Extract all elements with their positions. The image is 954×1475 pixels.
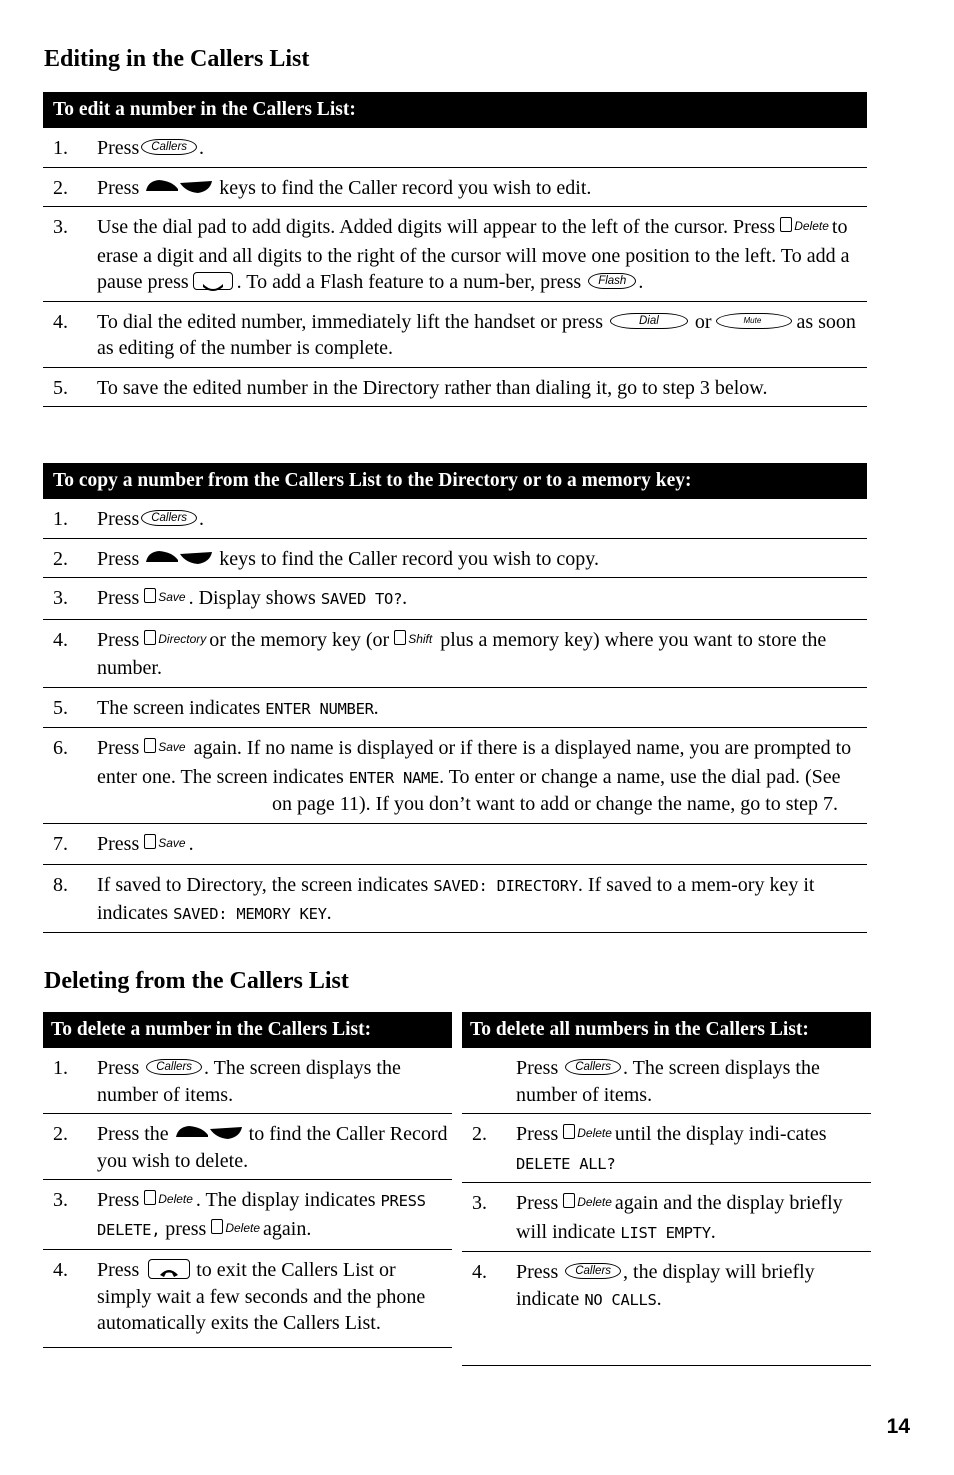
- delete-key-icon: Delete: [211, 1221, 260, 1235]
- table-row: 3. Use the dial pad to add digits. Added digits will appear to the left of the cursor. Press Delete to erase a digit and all digits to the right of the cursor will move one position to the left. To add a pause press . To add a Flash feature to a num-ber, press Flash .: [43, 207, 867, 302]
- table-row: Press Callers . The screen displays the number of items.: [462, 1048, 871, 1114]
- table-row: 2. Press keys to find the Caller record you wish to edit.: [43, 167, 867, 207]
- delete-key-icon: Delete: [144, 1192, 193, 1206]
- callers-key-icon: Callers: [141, 139, 197, 155]
- table-row: 2. Press keys to find the Caller record you wish to copy.: [43, 538, 867, 578]
- table-row: 7. Press Save .: [43, 823, 867, 865]
- table-row: 4. Press to exit the Callers List or simply wait a few seconds and the phone automatically exits the Callers List.: [43, 1250, 452, 1348]
- table-row: 3. Press Delete . The display indicates PRESS DELETE, press Delete again.: [43, 1180, 452, 1250]
- table-header: To delete all numbers in the Callers List:: [462, 1012, 871, 1048]
- callers-key-icon: Callers: [146, 1059, 202, 1075]
- callers-key-icon: Callers: [565, 1059, 621, 1075]
- delete-key-icon: Delete: [563, 1195, 612, 1209]
- table-row: 5. The screen indicates ENTER NUMBER.: [43, 687, 867, 728]
- table-row: 1. Press Callers .: [43, 128, 867, 167]
- pause-key-icon: [193, 272, 233, 290]
- save-key-icon: Save: [144, 590, 185, 604]
- table-row: 6. Press Save again. If no name is displayed or if there is a displayed name, you are prompted to enter one. The screen indicates ENTER NAME. To enter or change a name, use the dial pad. (See on page 11). If you don’t want to add or change the name, go to step 7.: [43, 728, 867, 824]
- table-row: 4. Press Directory or the memory key (or Shift plus a memory key) where you want to store the number.: [43, 619, 867, 687]
- table-row: 1. Press Callers .: [43, 499, 867, 538]
- delete-key-icon: Delete: [563, 1126, 612, 1140]
- table-row: 2. Press the to find the Caller Record you wish to delete.: [43, 1114, 452, 1180]
- flash-key-icon: Flash: [588, 273, 636, 289]
- delete-all-table: [462, 1012, 871, 1366]
- page-number: 14: [886, 1415, 910, 1438]
- dial-key-icon: Dial: [610, 313, 688, 329]
- save-key-icon: Save: [144, 836, 185, 850]
- callers-key-icon: Callers: [565, 1263, 621, 1279]
- directory-key-icon: Directory: [144, 632, 206, 646]
- up-down-keys-icon: [176, 1125, 242, 1141]
- save-key-icon: Save: [144, 740, 185, 754]
- up-down-keys-icon: [146, 179, 212, 195]
- up-down-keys-icon: [146, 550, 212, 566]
- shift-key-icon: Shift: [394, 632, 432, 646]
- delete-key-icon: Delete: [780, 219, 829, 233]
- table-header: To copy a number from the Callers List to the Directory or to a memory key:: [43, 463, 867, 499]
- section-title-deleting: Deleting from the Callers List: [44, 968, 349, 994]
- table-row: 8. If saved to Directory, the screen indicates SAVED: DIRECTORY. If saved to a mem-ory key it indicates SAVED: MEMORY KEY.: [43, 865, 867, 933]
- callers-key-icon: Callers: [141, 510, 197, 526]
- table-row: 3. Press Save . Display shows SAVED TO?.: [43, 578, 867, 620]
- end-call-key-icon: [148, 1259, 190, 1279]
- table-row: 5. To save the edited number in the Directory rather than dialing it, go to step 3 below.: [43, 367, 867, 407]
- table-row: 4. Press Callers , the display will briefly indicate NO CALLS.: [462, 1252, 871, 1366]
- edit-number-table: [43, 92, 867, 407]
- table-header: To delete a number in the Callers List:: [43, 1012, 452, 1048]
- mute-key-icon: Mute: [716, 313, 792, 329]
- table-header: To edit a number in the Callers List:: [43, 92, 867, 128]
- table-row: 4. To dial the edited number, immediately lift the handset or press Dial or Mute as soon as editing of the number is complete.: [43, 301, 867, 367]
- table-row: 1. Press Callers . The screen displays the number of items.: [43, 1048, 452, 1114]
- table-row: 3. Press Delete again and the display briefly will indicate LIST EMPTY.: [462, 1183, 871, 1252]
- delete-one-table: [43, 1012, 452, 1348]
- copy-number-table: [43, 463, 867, 933]
- table-row: 2. Press Delete until the display indi-cates DELETE ALL?: [462, 1114, 871, 1183]
- section-title-editing: Editing in the Callers List: [44, 46, 310, 72]
